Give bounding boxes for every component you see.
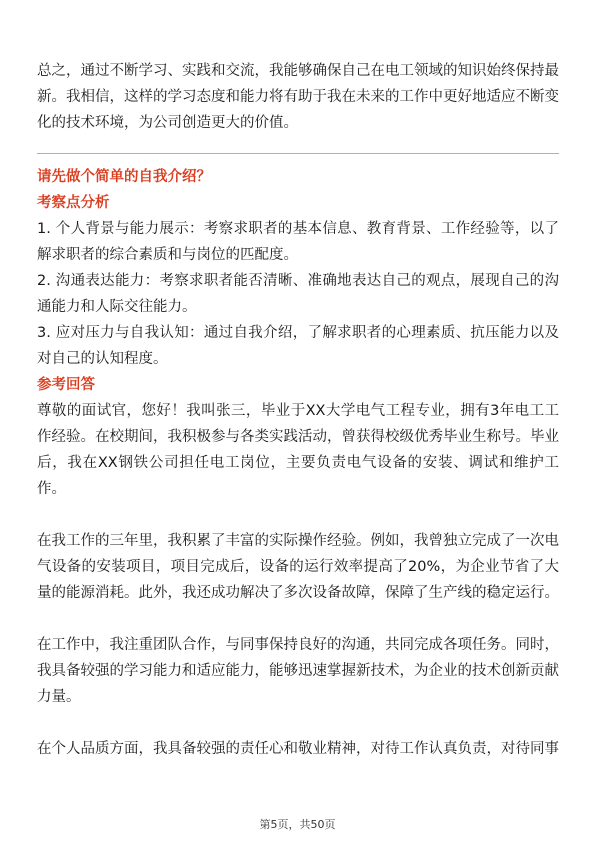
answer-paragraph-1: 尊敬的面试官，您好！我叫张三，毕业于XX大学电气工程专业，拥有3年电工工作经验。在校期间，我积极参与各类实践活动，曾获得校级优秀毕业生称号。毕业后，我在XX钢铁公司担任电工岗位，主要负责电气设备的安装、调试和维护工作。 — [37, 403, 559, 497]
intro-paragraph: 总之，通过不断学习、实践和交流，我能够确保自己在电工领域的知识始终保持最新。我相信，这样的学习态度和能力将有助于我在未来的工作中更好地适应不断变化的技术环境，为公司创造更大的价值。 — [37, 63, 559, 131]
answer-paragraph-4: 在个人品质方面，我具备较强的责任心和敬业精神，对待工作认真负责，对待同事 — [37, 741, 559, 757]
analysis-item-1: 1. 个人背景与能力展示：考察求职者的基本信息、教育背景、工作经验等，以了解求职者的综合素质和与岗位的匹配度。 — [37, 221, 559, 263]
paragraph-gap — [37, 710, 559, 736]
answer-paragraph-3: 在工作中，我注重团队合作，与同事保持良好的沟通，共同完成各项任务。同时，我具备较强的学习能力和适应能力，能够迅速掌握新技术，为企业的技术创新贡献力量。 — [37, 637, 559, 705]
analysis-heading: 考察点分析 — [37, 195, 110, 211]
analysis-item-2: 2. 沟通表达能力：考察求职者能否清晰、准确地表达自己的观点，展现自己的沟通能力和人际交往能力。 — [37, 273, 559, 315]
answer-heading: 参考回答 — [37, 377, 95, 393]
paragraph-gap — [37, 606, 559, 632]
answer-paragraph-2: 在我工作的三年里，我积累了丰富的实际操作经验。例如，我曾独立完成了一次电气设备的安装项目，项目完成后，设备的运行效率提高了20%，为企业节省了大量的能源消耗。此外，我还成功解决了多次设备故障，保障了生产线的稳定运行。 — [37, 533, 559, 601]
paragraph-gap — [37, 502, 559, 528]
document-page — [37, 58, 559, 762]
interview-question: 请先做个简单的自我介绍？ — [37, 169, 211, 185]
section-divider — [37, 153, 559, 154]
page-number-footer: 第5页，共50页 — [259, 818, 336, 831]
analysis-item-3: 3. 应对压力与自我认知：通过自我介绍，了解求职者的心理素质、抗压能力以及对自己的认知程度。 — [37, 325, 559, 367]
